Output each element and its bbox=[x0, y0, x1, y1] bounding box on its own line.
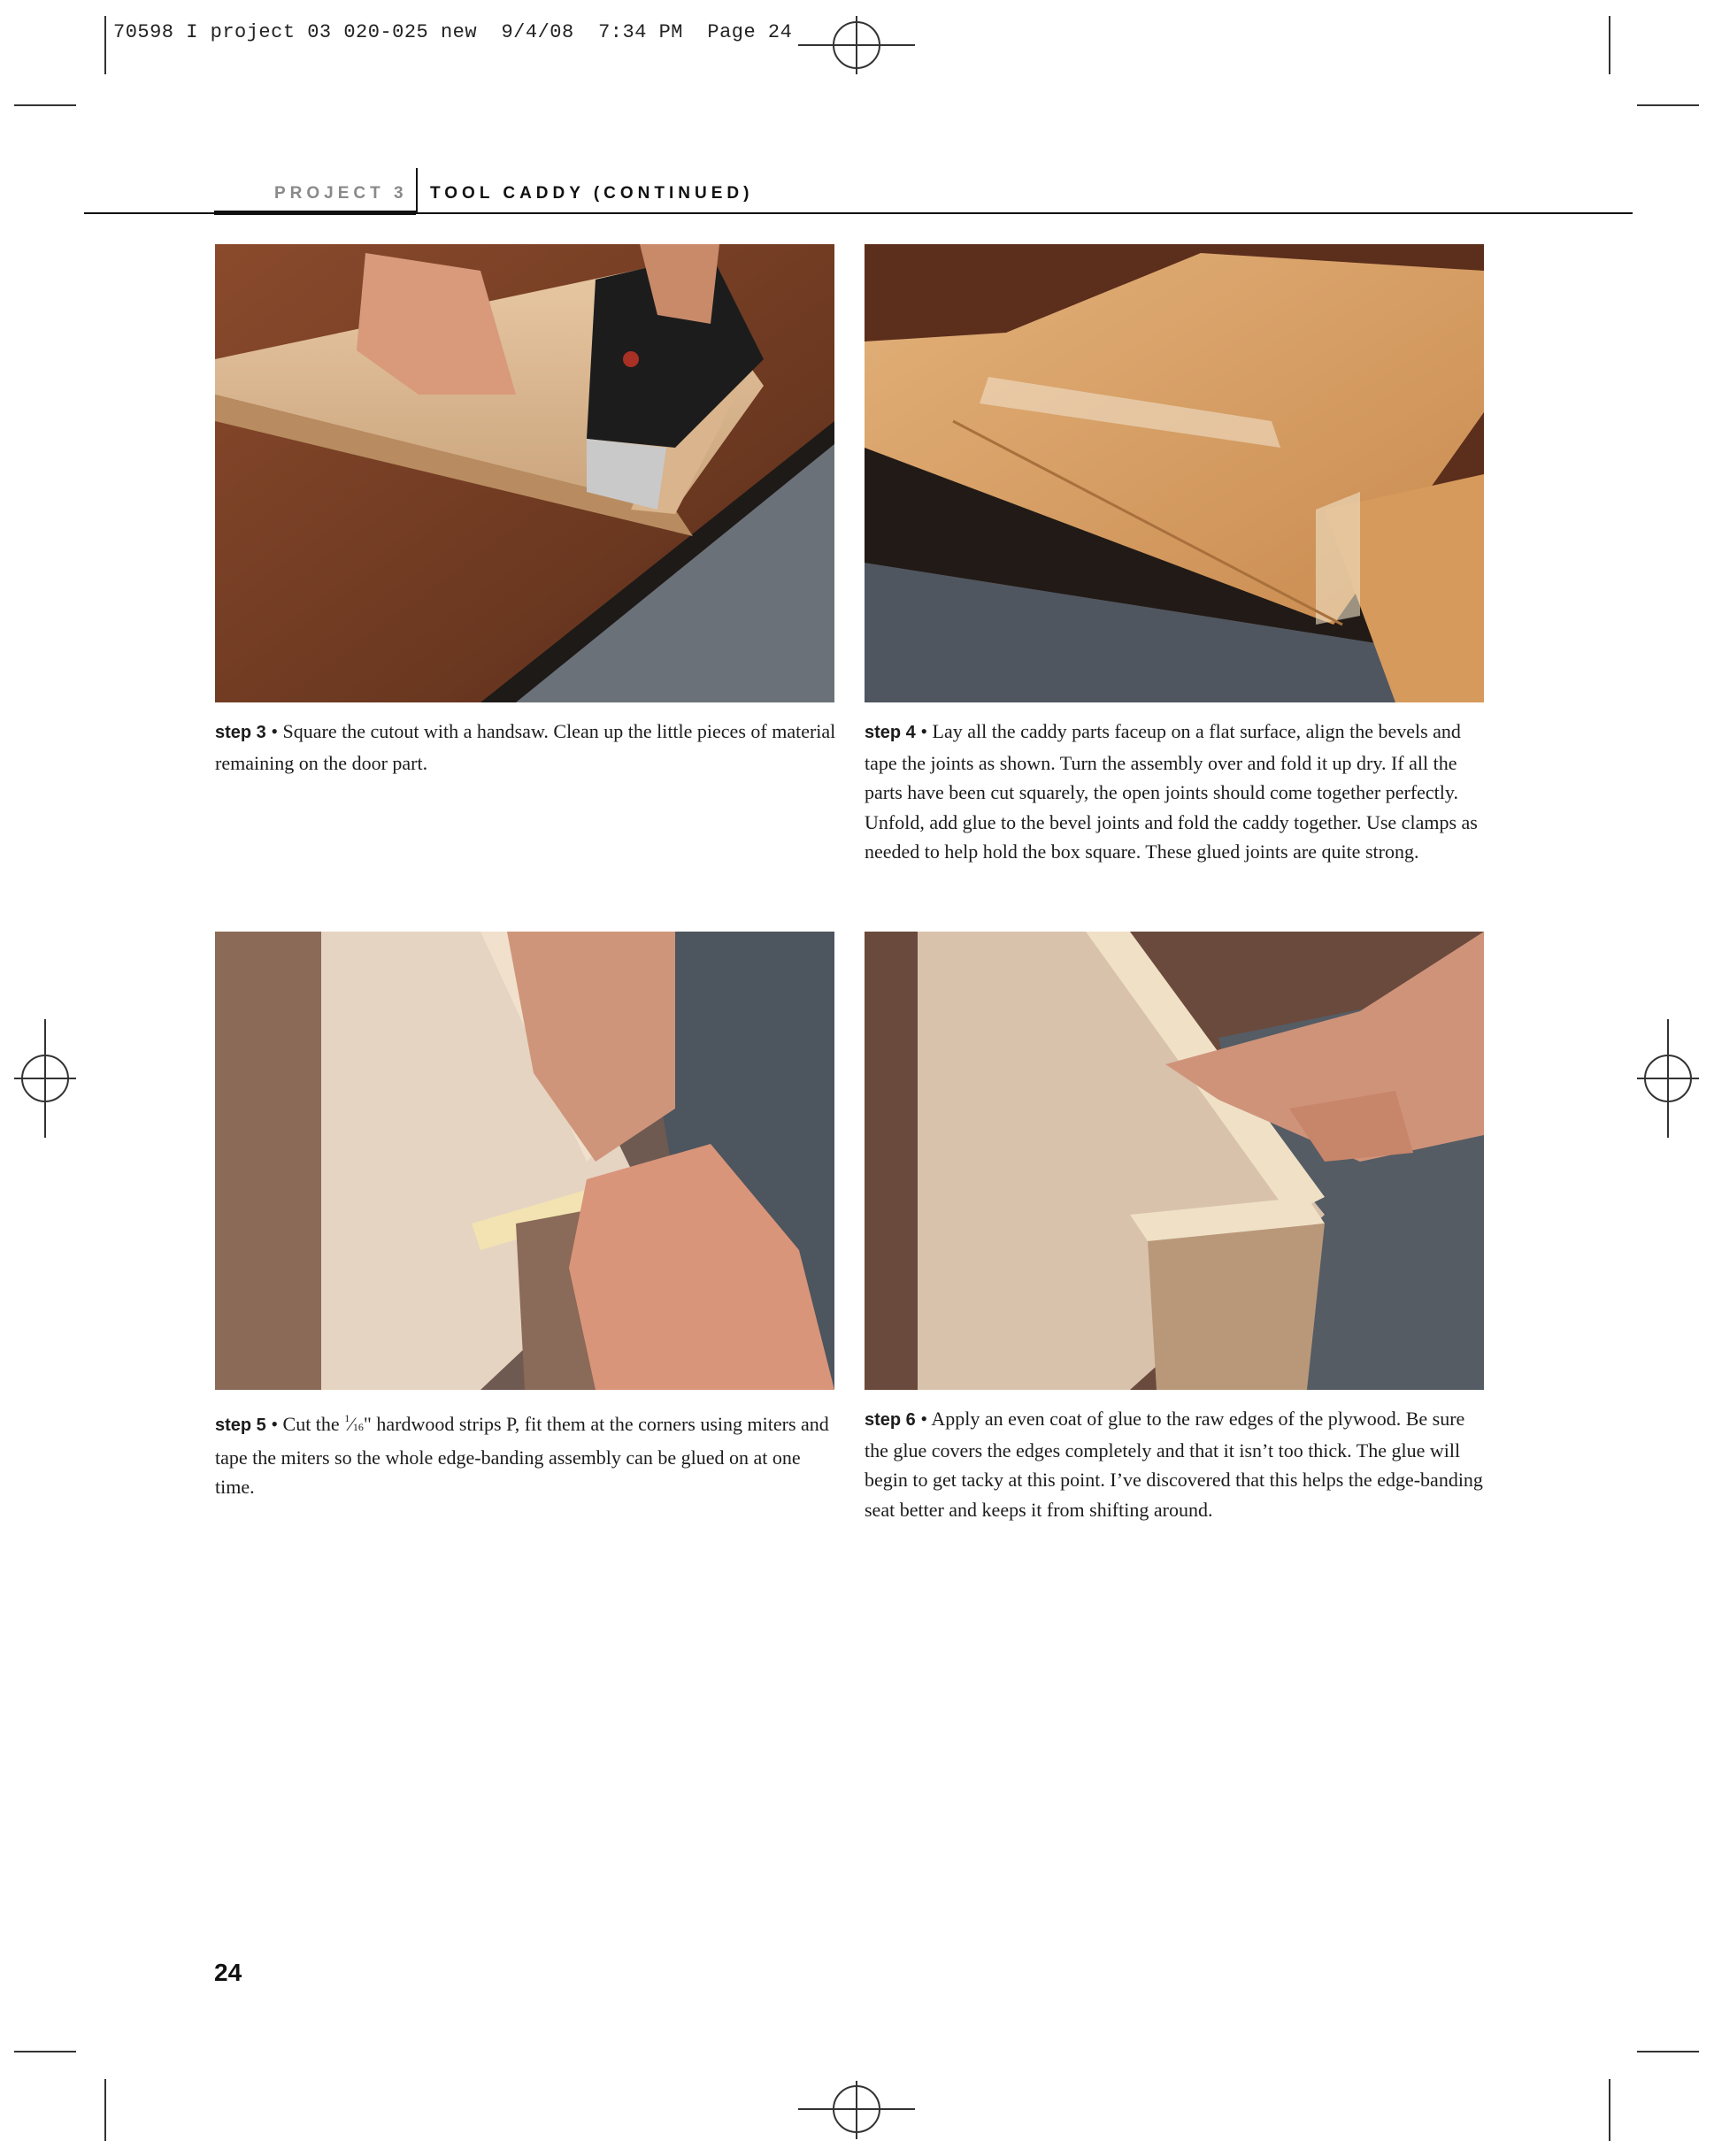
running-head-section: PROJECT 3 bbox=[274, 184, 408, 203]
step-4-photo bbox=[865, 244, 1484, 702]
fraction bbox=[344, 1413, 364, 1435]
fraction-numerator: 1 bbox=[344, 1412, 350, 1424]
printer-slug: 70598 I project 03 020-025 new 9/4/08 7:34 PM Page 24 bbox=[113, 21, 793, 43]
crop-mark bbox=[1637, 2051, 1699, 2052]
step-5-photo bbox=[215, 932, 834, 1390]
page-number: 24 bbox=[214, 1959, 242, 1986]
crop-mark bbox=[1609, 16, 1610, 74]
crop-mark bbox=[14, 2051, 76, 2052]
registration-target-icon bbox=[833, 21, 880, 69]
step-label: step 4 bbox=[865, 723, 916, 742]
step-text-before: Cut the bbox=[282, 1413, 345, 1435]
taped-panels-illustration bbox=[865, 244, 1484, 702]
handsaw-cut-illustration bbox=[215, 244, 834, 702]
running-head-title: TOOL CADDY (CONTINUED) bbox=[430, 184, 754, 203]
registration-target-icon bbox=[833, 2085, 880, 2133]
registration-target-icon bbox=[1644, 1055, 1692, 1102]
step-text: Square the cutout with a handsaw. Clean up the little pieces of material remaining on the door part. bbox=[215, 720, 836, 774]
crop-mark bbox=[1637, 104, 1699, 106]
header-rule-tab bbox=[214, 211, 416, 215]
crop-mark bbox=[1609, 2079, 1610, 2141]
step-bullet: • bbox=[271, 720, 279, 742]
step-label: step 6 bbox=[865, 1410, 916, 1430]
step-bullet: • bbox=[920, 1408, 928, 1430]
step-bullet: • bbox=[271, 1413, 279, 1435]
crop-mark bbox=[14, 104, 76, 106]
gluing-edges-illustration bbox=[865, 932, 1484, 1390]
fraction-denominator: 16 bbox=[352, 1421, 364, 1433]
step-bullet: • bbox=[920, 720, 928, 742]
taping-miter-illustration bbox=[215, 932, 834, 1390]
step-6-caption bbox=[865, 1404, 1486, 1524]
crop-mark bbox=[104, 2079, 106, 2141]
step-3-caption bbox=[215, 717, 836, 778]
step-text-after: " hardwood strips P, fit them at the corners using miters and tape the miters so the whole edge-banding assembly can be glued on at one time. bbox=[215, 1413, 829, 1498]
step-text: Lay all the caddy parts faceup on a flat surface, align the bevels and tape the joints as shown. Turn the assembly over and fold it up dry. If all the parts have been cut squarely, the open joints should come together perfectly. Unfold, add glue to the bevel joints and fold the caddy together. Use clamps as needed to help hold the box square. These glued joints are quite strong. bbox=[865, 720, 1478, 863]
fraction-slash: ⁄ bbox=[350, 1413, 353, 1435]
step-label: step 5 bbox=[215, 1416, 266, 1435]
registration-target-icon bbox=[21, 1055, 69, 1102]
step-label: step 3 bbox=[215, 723, 266, 742]
running-head-divider bbox=[416, 168, 418, 214]
crop-mark bbox=[104, 16, 106, 74]
step-5-caption bbox=[215, 1404, 836, 1502]
step-3-photo bbox=[215, 244, 834, 702]
step-text: Apply an even coat of glue to the raw edges of the plywood. Be sure the glue covers the edges completely and that it isn’t too thick. The glue will begin to get tacky at this point. I’ve discovered that this helps the edge-banding seat better and keeps it from shifting around. bbox=[865, 1408, 1483, 1521]
step-4-caption bbox=[865, 717, 1486, 867]
step-6-photo bbox=[865, 932, 1484, 1390]
